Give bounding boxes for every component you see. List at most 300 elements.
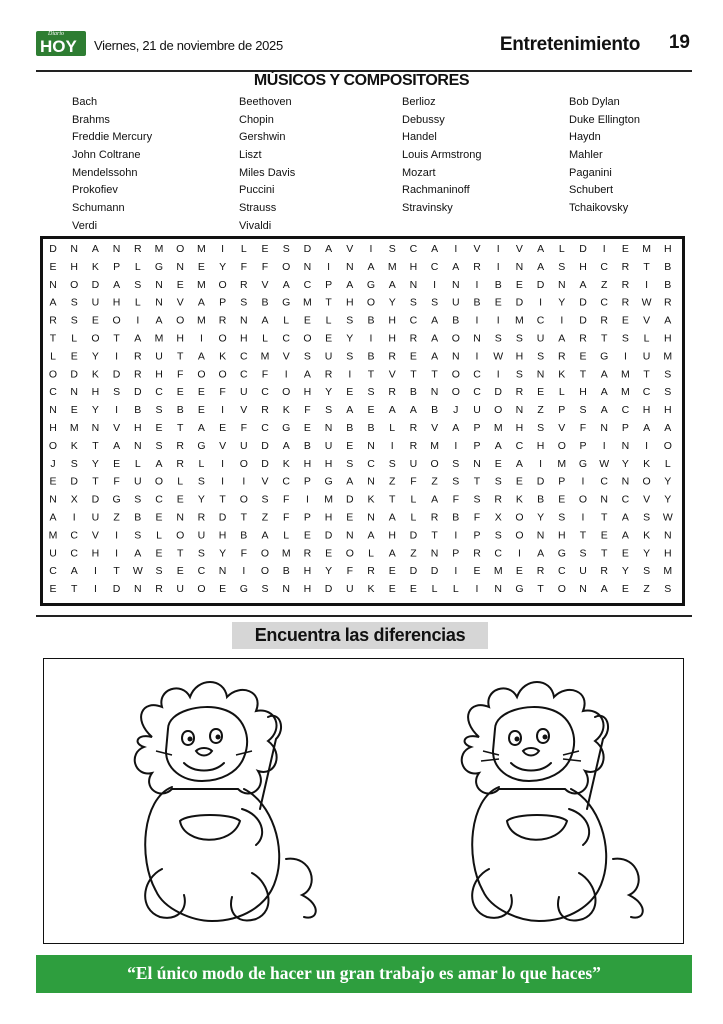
grid-letter: O [494, 404, 503, 417]
grid-letter: T [600, 511, 608, 524]
grid-letter: T [367, 368, 375, 381]
grid-letter: N [346, 260, 354, 273]
grid-letter: D [579, 296, 587, 309]
grid-letter: B [176, 404, 184, 417]
grid-letter: P [219, 296, 227, 309]
grid-letter: E [600, 529, 608, 542]
grid-letter: F [219, 386, 226, 399]
grid-letter: Y [621, 565, 629, 578]
grid-letter: H [176, 332, 184, 345]
grid-letter: A [452, 422, 460, 434]
publication-date: Viernes, 21 de noviembre de 2025 [94, 38, 283, 53]
grid-letter: E [515, 278, 523, 291]
grid-letter: K [367, 493, 375, 506]
grid-letter: R [261, 404, 269, 417]
grid-letter: S [134, 529, 142, 542]
grid-letter: F [452, 493, 460, 506]
grid-letter: A [282, 278, 290, 291]
grid-letter: G [366, 278, 376, 291]
grid-letter: S [643, 511, 651, 524]
grid-letter: L [134, 457, 141, 470]
grid-letter: A [346, 475, 354, 488]
grid-letter: P [303, 475, 311, 488]
grid-letter: G [239, 583, 248, 596]
grid-letter: E [515, 565, 523, 578]
grid-letter: C [261, 422, 269, 434]
grid-letter: C [155, 386, 163, 399]
grid-letter: M [197, 314, 206, 327]
grid-letter: A [452, 260, 460, 273]
grid-letter: O [260, 565, 270, 578]
grid-letter: H [112, 296, 121, 309]
grid-letter: O [70, 278, 79, 291]
word-list [72, 94, 692, 234]
grid-letter: I [602, 243, 606, 255]
grid-letter: T [176, 422, 184, 434]
grid-letter: E [176, 493, 184, 506]
grid-letter: I [369, 332, 373, 345]
grid-letter: N [367, 511, 375, 524]
grid-letter: E [176, 565, 184, 578]
grid-letter: D [346, 493, 354, 506]
grid-letter: S [134, 278, 142, 291]
grid-letter: N [218, 565, 227, 578]
grid-letter: L [452, 583, 459, 596]
grid-letter: C [558, 565, 566, 578]
grid-letter: O [176, 529, 185, 542]
grid-letter: I [496, 243, 500, 255]
grid-letter: H [664, 404, 672, 417]
grid-letter: M [197, 243, 206, 255]
grid-letter: A [431, 493, 439, 506]
grid-letter: L [410, 511, 417, 524]
lion-tail-stroke [286, 859, 316, 918]
grid-letter: A [431, 314, 439, 327]
grid-letter: A [367, 260, 375, 273]
grid-letter: S [134, 493, 142, 506]
grid-letter: E [197, 404, 205, 417]
lion-pupil [188, 737, 193, 742]
grid-letter: A [134, 332, 142, 345]
grid-letter: H [49, 422, 57, 434]
grid-letter: G [112, 493, 121, 506]
grid-letter: E [558, 493, 566, 506]
grid-letter: F [304, 404, 311, 417]
word-item: Louis Armstrong [402, 149, 482, 162]
grid-letter: A [49, 296, 57, 309]
grid-letter: J [453, 404, 459, 417]
grid-letter: O [345, 547, 354, 560]
grid-letter: M [663, 565, 673, 578]
lion-tail-stroke [613, 859, 643, 918]
grid-letter: S [197, 547, 205, 560]
grid-letter: E [346, 511, 354, 524]
lion-leg-left-stroke [145, 869, 185, 918]
grid-letter: Z [261, 511, 269, 524]
grid-letter: Y [91, 350, 99, 363]
grid-letter: P [473, 439, 481, 452]
grid-letter: C [70, 529, 78, 542]
grid-letter: R [176, 439, 184, 452]
grid-letter: T [600, 332, 608, 345]
grid-letter: O [557, 439, 566, 452]
grid-letter: L [664, 457, 671, 470]
grid-letter: M [154, 332, 164, 345]
grid-letter: U [49, 547, 57, 560]
grid-letter: I [454, 439, 458, 452]
grid-letter: A [579, 278, 587, 291]
grid-letter: U [324, 350, 333, 363]
grid-letter: G [282, 422, 291, 434]
grid-letter: A [155, 314, 163, 327]
grid-letter: S [240, 296, 248, 309]
grid-letter: F [261, 260, 269, 273]
grid-letter: D [70, 475, 78, 488]
grid-letter: M [430, 439, 439, 452]
grid-letter: R [176, 457, 184, 470]
grid-letter: D [536, 278, 545, 291]
lion-spoon-stroke [260, 716, 281, 809]
grid-letter: N [579, 583, 587, 596]
grid-letter: S [261, 583, 269, 596]
grid-letter: O [430, 457, 439, 470]
grid-letter: F [240, 422, 248, 434]
grid-letter: C [303, 278, 312, 291]
grid-letter: E [303, 314, 311, 327]
grid-letter: B [473, 296, 481, 309]
grid-letter: E [176, 278, 184, 291]
word-item: Handel [402, 131, 437, 144]
grid-letter: N [621, 475, 630, 488]
grid-letter: C [49, 565, 57, 578]
grid-letter: H [515, 422, 524, 434]
word-item: Mendelssohn [72, 166, 138, 179]
grid-letter: N [282, 583, 290, 596]
grid-letter: C [282, 332, 290, 345]
grid-letter: T [431, 368, 438, 381]
word-item: Freddie Mercury [72, 131, 153, 144]
word-item: Debussy [402, 113, 445, 126]
diario-hoy-logo [36, 31, 86, 56]
grid-letter: N [155, 278, 163, 291]
grid-letter: N [600, 422, 608, 434]
word-item: Mahler [569, 149, 603, 162]
grid-letter: M [303, 296, 312, 309]
grid-letter: V [240, 404, 248, 417]
grid-letter: E [49, 583, 57, 596]
grid-letter: Z [537, 404, 544, 417]
grid-letter: D [324, 583, 333, 596]
grid-letter: N [430, 386, 439, 399]
grid-letter: H [70, 260, 78, 273]
grid-letter: X [70, 493, 78, 506]
grid-letter: K [643, 529, 651, 542]
grid-letter: T [219, 493, 226, 506]
grid-letter: V [346, 243, 354, 255]
grid-letter: A [388, 404, 396, 417]
grid-letter: V [473, 243, 481, 255]
grid-letter: R [621, 296, 630, 309]
grid-letter: D [409, 565, 418, 578]
grid-letter: W [599, 457, 610, 470]
grid-letter: A [600, 404, 608, 417]
grid-letter: C [621, 493, 630, 506]
grid-letter: A [303, 368, 311, 381]
grid-letter: D [70, 368, 78, 381]
grid-letter: I [517, 547, 521, 560]
grid-letter: N [176, 511, 184, 524]
word-item: Bob Dylan [569, 96, 620, 108]
word-item: Verdi [72, 219, 98, 232]
grid-letter: A [261, 529, 269, 542]
grid-letter: E [91, 314, 99, 327]
grid-letter: T [537, 583, 544, 596]
grid-letter: B [346, 422, 354, 434]
grid-letter: C [515, 439, 524, 452]
grid-letter: Z [643, 583, 650, 596]
grid-letter: H [388, 332, 396, 345]
word-item: Prokofiev [72, 184, 118, 197]
grid-letter: B [367, 422, 375, 434]
grid-letter: I [645, 439, 649, 452]
word-item: Brahms [72, 113, 110, 126]
grid-letter: I [390, 439, 394, 452]
grid-letter: H [303, 386, 312, 399]
logo-big-text: HOY [40, 37, 77, 56]
grid-letter: H [579, 386, 587, 399]
grid-letter: O [239, 493, 248, 506]
grid-letter: A [346, 404, 354, 417]
grid-letter: I [327, 260, 331, 273]
grid-letter: F [113, 475, 120, 488]
grid-letter: A [431, 243, 439, 255]
grid-letter: L [283, 529, 290, 542]
grid-letter: R [134, 350, 142, 363]
grid-letter: S [346, 457, 354, 470]
grid-letter: E [621, 314, 629, 327]
grid-letter: O [451, 368, 460, 381]
grid-letter: R [409, 332, 418, 345]
grid-letter: F [410, 475, 417, 488]
grid-letter: T [70, 583, 78, 596]
grid-letter: S [70, 457, 78, 470]
grid-letter: H [664, 547, 672, 560]
grid-letter: S [70, 314, 78, 327]
grid-letter: A [346, 278, 354, 291]
grid-letter: E [219, 583, 227, 596]
grid-letter: O [663, 439, 672, 452]
grid-letter: G [324, 475, 333, 488]
word-item: Gershwin [239, 131, 286, 144]
grid-letter: R [388, 386, 396, 399]
grid-letter: U [240, 439, 248, 452]
grid-letter: U [473, 404, 481, 417]
grid-letter: S [388, 243, 396, 255]
grid-letter: H [303, 457, 312, 470]
grid-letter: I [115, 547, 119, 560]
grid-letter: K [558, 368, 566, 381]
word-item: Schubert [569, 184, 614, 197]
grid-letter: D [430, 565, 439, 578]
grid-letter: T [600, 547, 608, 560]
grid-letter: M [642, 243, 651, 255]
grid-letter: A [621, 529, 629, 542]
grid-letter: N [452, 278, 460, 291]
grid-letter: D [494, 386, 502, 399]
grid-letter: S [261, 493, 269, 506]
grid-letter: U [452, 296, 460, 309]
grid-letter: E [515, 475, 523, 488]
grid-letter: O [218, 332, 227, 345]
grid-letter: L [198, 457, 205, 470]
grid-letter: I [581, 511, 585, 524]
grid-letter: K [643, 457, 651, 470]
grid-letter: C [409, 243, 418, 255]
grid-letter: W [662, 511, 673, 524]
grid-letter: O [282, 260, 291, 273]
word-item: Chopin [239, 113, 274, 126]
grid-letter: N [49, 493, 57, 506]
grid-letter: H [664, 332, 672, 345]
grid-letter: A [197, 296, 205, 309]
grid-letter: N [367, 439, 375, 452]
lion-mane-stroke [135, 682, 277, 794]
grid-letter: Y [197, 493, 205, 506]
grid-letter: Y [219, 260, 227, 273]
grid-letter: D [579, 314, 587, 327]
grid-letter: U [409, 457, 418, 470]
differences-panel [43, 658, 684, 944]
grid-letter: O [642, 475, 651, 488]
grid-letter: T [643, 368, 650, 381]
grid-letter: K [515, 493, 523, 506]
grid-letter: M [154, 243, 164, 255]
grid-letter: A [621, 511, 629, 524]
grid-letter: N [49, 404, 57, 417]
grid-letter: I [454, 565, 458, 578]
grid-letter: S [346, 350, 354, 363]
grid-letter: N [70, 386, 78, 399]
grid-letter: R [49, 314, 57, 327]
grid-letter: H [134, 422, 142, 434]
grid-letter: L [134, 260, 141, 273]
grid-letter: O [451, 386, 460, 399]
grid-letter: W [641, 296, 652, 309]
grid-letter: E [219, 422, 227, 434]
grid-letter: Y [91, 457, 99, 470]
word-item: Duke Ellington [569, 113, 640, 126]
grid-letter: V [643, 493, 651, 506]
grid-letter: B [261, 296, 269, 309]
grid-letter: A [113, 278, 121, 291]
grid-letter: F [176, 368, 184, 381]
grid-letter: D [91, 278, 100, 291]
grid-letter: H [324, 457, 333, 470]
grid-letter: E [49, 475, 57, 488]
grid-letter: E [70, 350, 78, 363]
grid-letter: A [261, 314, 269, 327]
grid-letter: C [621, 404, 630, 417]
grid-letter: F [346, 565, 354, 578]
grid-letter: N [430, 547, 439, 560]
grid-letter: C [600, 475, 608, 488]
grid-letter: H [303, 583, 312, 596]
grid-letter: U [240, 386, 248, 399]
grid-letter: A [70, 565, 78, 578]
grid-letter: C [430, 260, 439, 273]
grid-letter: N [134, 439, 142, 452]
grid-letter: D [49, 243, 57, 255]
grid-letter: V [219, 439, 227, 452]
grid-letter: D [112, 583, 121, 596]
grid-letter: N [558, 278, 566, 291]
grid-letter: R [579, 332, 587, 345]
grid-letter: D [324, 529, 333, 542]
word-item: Stravinsky [402, 202, 453, 215]
lion-leg-right-stroke [231, 873, 268, 920]
grid-letter: H [664, 243, 672, 255]
grid-letter: O [154, 475, 164, 488]
grid-letter: I [369, 243, 373, 255]
grid-letter: O [197, 368, 206, 381]
grid-letter: H [388, 314, 396, 327]
grid-letter: B [367, 314, 375, 327]
lion-whiskers-stroke [156, 751, 252, 755]
grid-letter: I [199, 332, 203, 345]
grid-letter: I [496, 314, 500, 327]
lion-arm-stroke [569, 809, 589, 845]
grid-letter: P [579, 439, 587, 452]
grid-letter: R [664, 296, 672, 309]
grid-letter: O [303, 332, 312, 345]
word-item: Haydn [569, 131, 601, 144]
grid-letter: L [240, 243, 247, 255]
grid-letter: B [134, 511, 142, 524]
word-item: Puccini [239, 184, 275, 197]
grid-letter: G [515, 583, 524, 596]
grid-letter: R [134, 243, 142, 255]
grid-letter: D [91, 493, 100, 506]
grid-letter: I [454, 529, 458, 542]
grid-letter: H [409, 260, 418, 273]
grid-letter: S [155, 565, 163, 578]
grid-letter: S [664, 386, 672, 399]
grid-letter: I [496, 260, 500, 273]
grid-letter: Y [621, 457, 629, 470]
grid-letter: R [409, 439, 418, 452]
grid-letter: R [600, 565, 608, 578]
grid-letter: E [388, 583, 396, 596]
grid-letter: X [494, 511, 502, 524]
grid-letter: L [71, 332, 78, 345]
grid-letter: S [367, 386, 375, 399]
grid-letter: K [91, 368, 99, 381]
grid-letter: B [664, 278, 672, 291]
grid-letter: E [70, 404, 78, 417]
grid-letter: S [558, 511, 566, 524]
grid-letter: E [494, 296, 502, 309]
grid-letter: I [115, 529, 119, 542]
grid-letter: O [515, 511, 524, 524]
grid-letter: H [558, 529, 566, 542]
lion-nose-stroke [196, 748, 212, 756]
grid-letter: A [49, 511, 57, 524]
grid-letter: M [281, 547, 291, 560]
grid-letter: E [197, 260, 205, 273]
grid-letter: N [367, 475, 375, 488]
grid-letter: K [282, 457, 290, 470]
grid-letter: R [536, 565, 545, 578]
